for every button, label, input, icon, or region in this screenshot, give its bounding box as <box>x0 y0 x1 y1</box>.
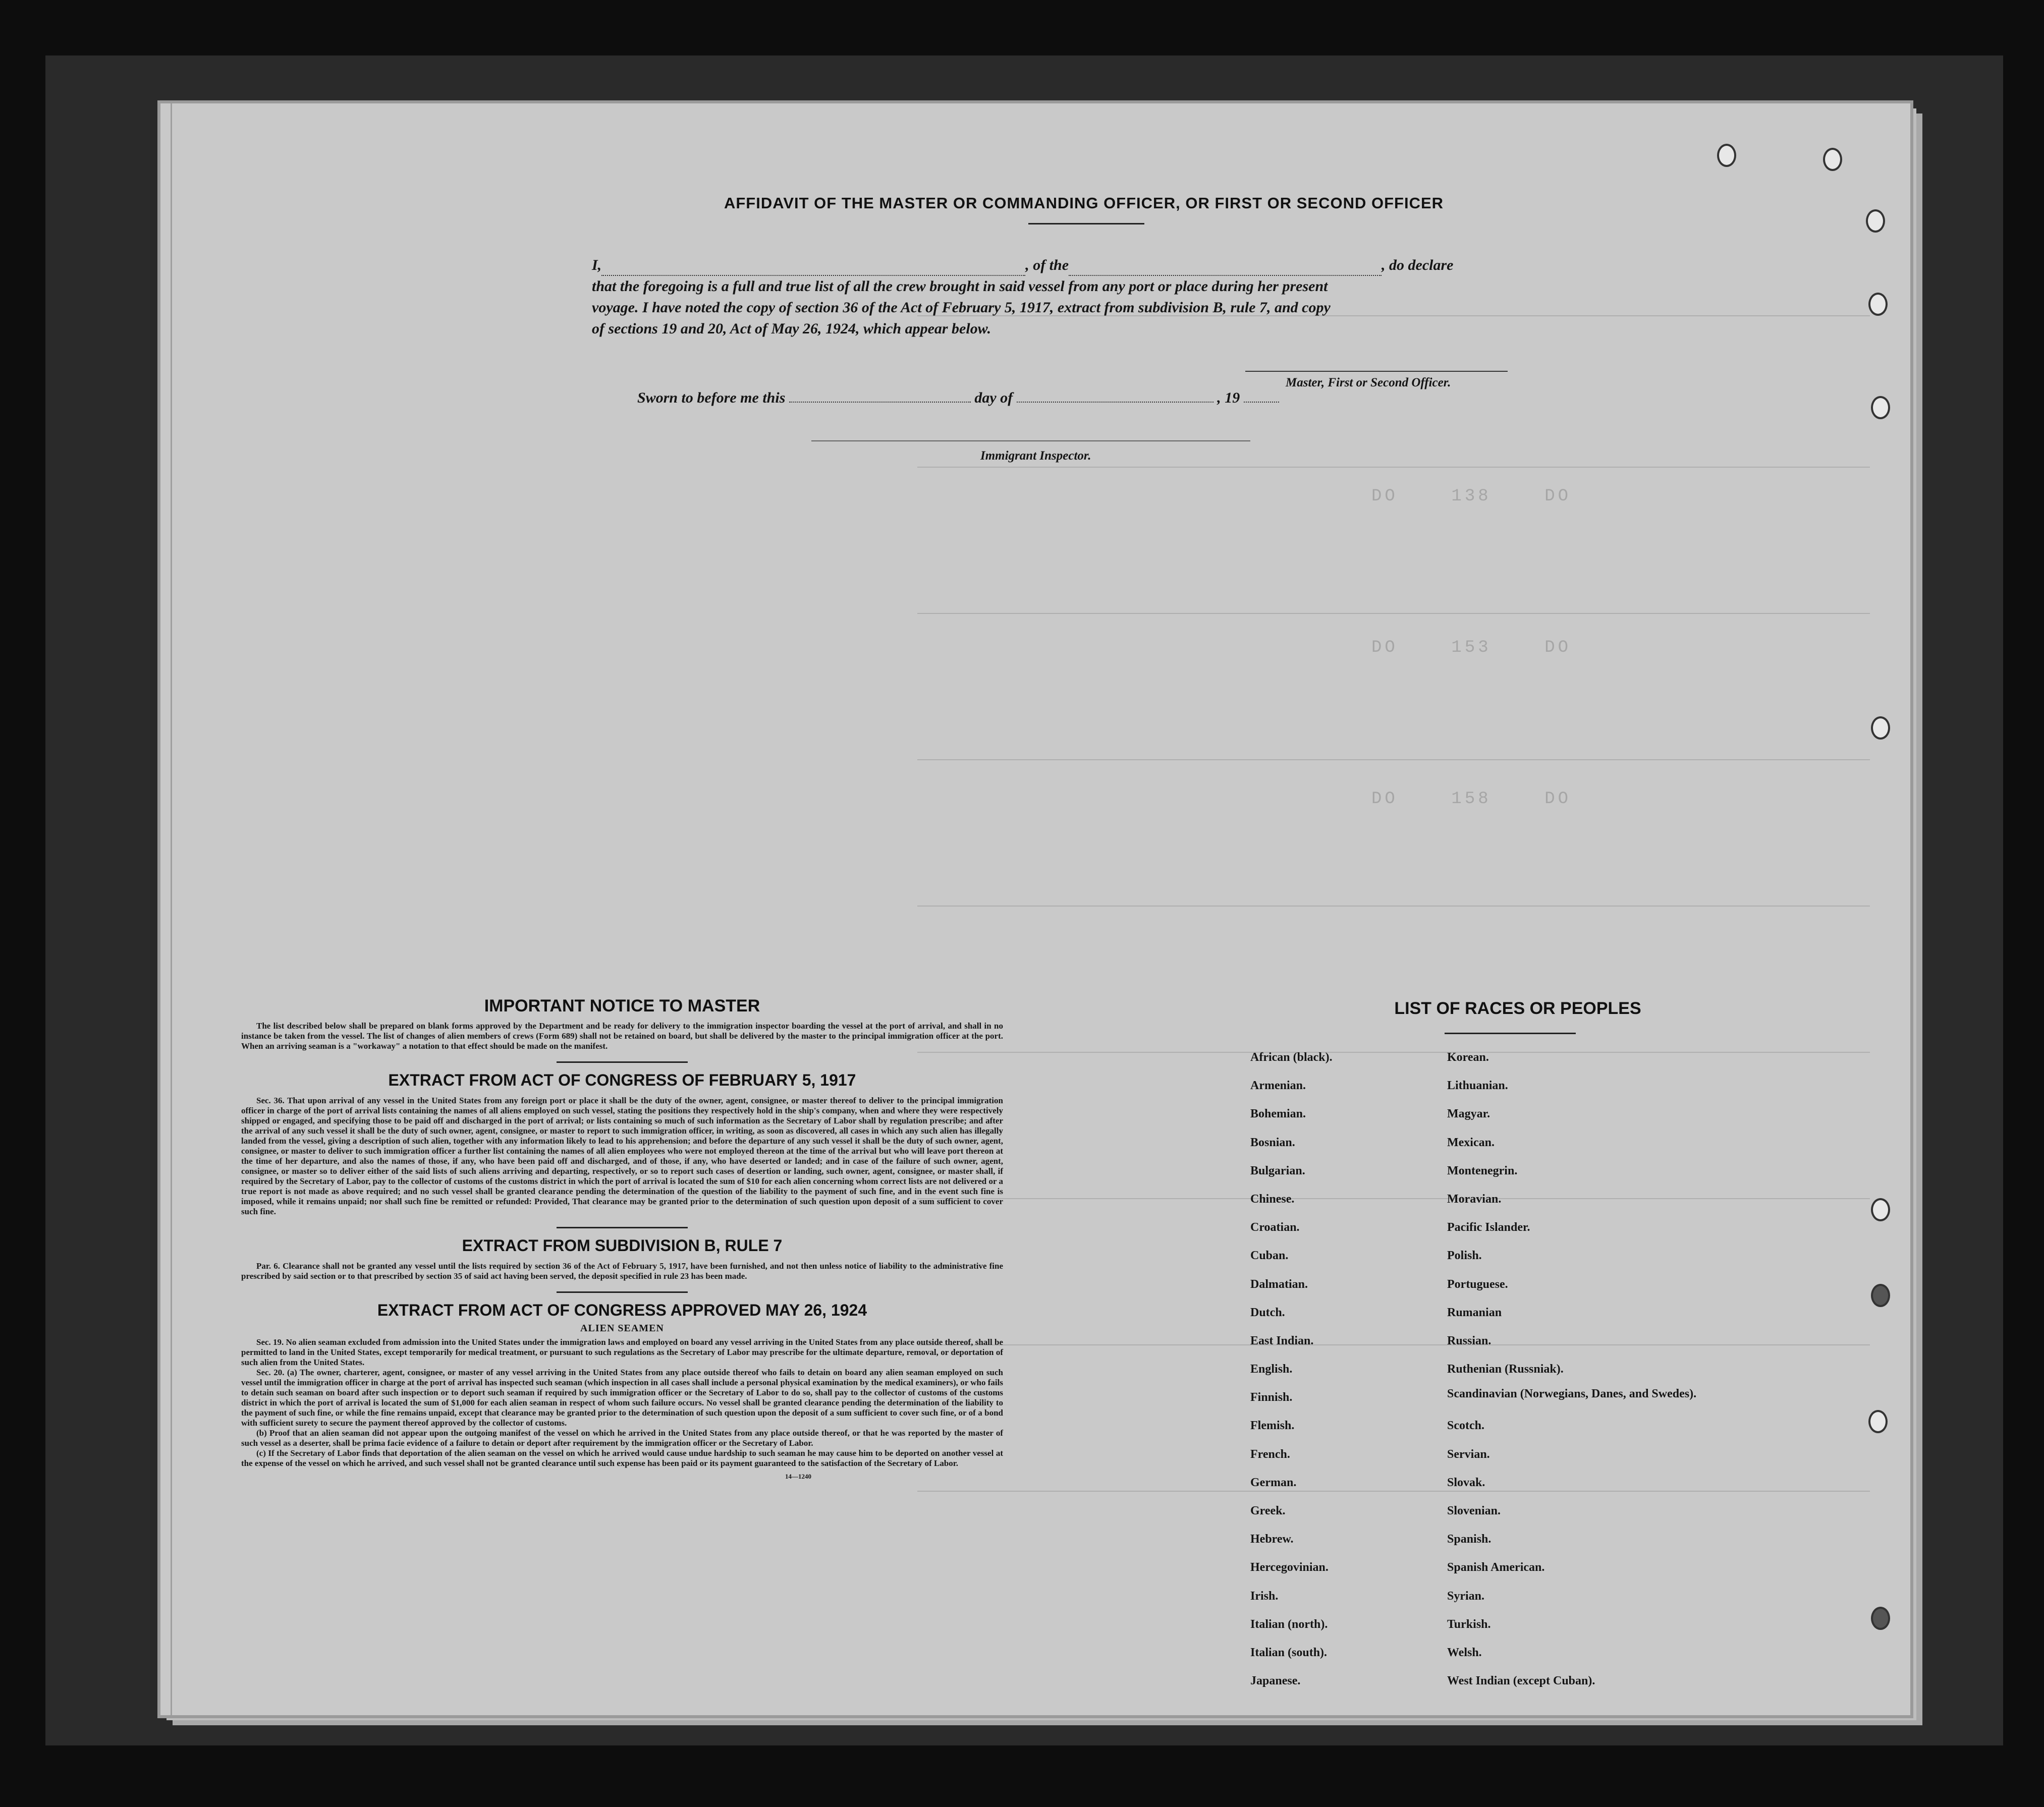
race-item-left: Bohemian. <box>1250 1107 1306 1121</box>
race-item-right: Portuguese. <box>1447 1277 1508 1291</box>
race-item-left: Italian (north). <box>1250 1617 1328 1631</box>
declaration-text <box>592 255 1556 340</box>
important-notice <box>241 996 1003 1481</box>
race-item-left: Italian (south). <box>1250 1646 1328 1659</box>
race-item-right: Russian. <box>1447 1334 1491 1347</box>
race-item-left: Finnish. <box>1250 1391 1293 1404</box>
races-rule <box>1445 1033 1576 1034</box>
manifest-page: DO 138 DO DO 153 DO DO 158 DO AFFIDAVIT OF THE MASTER OR COMMANDING OFFICER, OR FIRST OR SECOND OFFICER I, , of the , do declare that the foregoing is a full and true list of all the crew brought in said vessel from any port or place during her present voyage. I have noted the copy of section 36 of the Act of February 5, 1917, extract from subdivision B, rule 7, and copy of sections 19 and 20, Act of May 26, 1924, which appear below. Master, First or Second Officer. Sworn to before me this day of , 19 Immigrant Inspector. IMPORTANT NOTICE TO MASTER The list described below shall be prepared on blank forms approved by the Department and be ready for delivery to the immigration inspector boarding the vessel at the port of arrival, and shall in no instance be taken from the vessel. The list of changes of alien members of crews (Form 689) shall not be retained on board, but shall be delivered by the master to the principal immigration officer at the port. When an arriving seaman is a "workaway" a notation to that effect should be made on the manifest. EXTRACT FROM ACT OF CONGRESS OF FEBRUARY 5, 1917 Sec. 36. That upon arrival of any vessel in the United States from any foreign port or place it shall be the duty of the owner, agent, consignee, or master thereof to deliver to the principal immigration officer in charge of the port of arrival lists containing the names of all aliens employed on such vessel, stating the positions they respectively hold in the ship's company, when and where they were respectively shipped or engaged, and specifying those to be paid off and discharged in the port of arrival; or lists containing so much of such information as the Secretary of Labor shall by regulation prescribe; and after the arrival of any such vessel it shall be the duty of such owner, agent, consignee, or master to report to such immigration officer, in writing, as soon as discovered, all cases in which any such alien has illegally landed from the vessel, giving a description of such alien, together with any information likely to lead to his apprehension; and before the departure of any such vessel it shall be the duty of such owner, agent, consignee, or master to deliver to such immigration officer a further list containing the names of all alien employees who were not employed thereon at the time of the arrival but who will leave port thereon at the time of her departure, and also the names of those, if any, who have been paid off and discharged, and of those, if any, who have deserted or landed; and in case of the failure of such owner, agent, consignee, or master so to deliver either of the said lists of such aliens arriving and departing, respectively, or so to report such cases of desertion or landing, such owner, agent, consignee, or master shall, if required by the Secretary of Labor, pay to the collector of customs of the customs district in which the port of arrival is located the sum of $10 for each alien concerning whom correct lists are not delivered or a true report is not made as above required; and no such vessel shall be granted clearance pending the determination of the question of the liability to the payment of such fine, and in the event such fine is imposed, while it remains unpaid; nor shall such fine be remitted or refunded: Provided, That clearance may be granted prior to the determination of such question upon deposit of a sum sufficient to cover such fine. EXTRACT FROM SUBDIVISION B, RULE 7 Par. 6. Clearance shall not be granted any vessel until the lists required by section 36 of the Act of February 5, 1917, have been furnished, and not then unless notice of liability to the administrative fine prescribed by said section or to that prescribed by section 35 of said act having been served, the deposit specified in rule 23 has been made. EXTRACT FROM ACT OF CONGRESS APPROVED MAY 26, 1924 ALIEN SEAMEN Sec. 19. No alien seaman excluded from admission into the United States under the immigration laws and employed on board any vessel arriving in the United States from any place outside thereof, shall be permitted to land in the United States, except temporarily for medical treatment, or pursuant to such regulations as the Secretary of Labor may prescribe for the ultimate departure, removal, or deportation of such alien from the United States. Sec. 20. (a) The owner, charterer, agent, consignee, or master of any vessel arriving in the United States from any place outside thereof who fails to detain on board any alien seaman employed on such vessel until the immigration officer in charge at the port of arrival has inspected such seaman (which inspection in all cases shall include a personal physical examination by the medical examiners), or who fails to detain such seaman on board after such inspection or to deport such seaman if required by such immigration officer or the Secretary of Labor to do so, shall pay to the collector of customs of the customs district in which the port of arrival is located the sum of $1,000 for each alien seaman in respect of whom such failure occurs. No vessel shall be granted clearance pending the determination of the liability to the payment of such fine, or while the fine remains unpaid, except that clearance may be granted prior to the determination of such question upon the deposit of a sum sufficient to cover such fine, or of a bond with sufficient surety to secure the payment thereof approved by the collector of customs. (b) Proof that an alien seaman did not appear upon the outgoing manifest of the vessel on which he arrived in the United States from any place outside thereof, or that he was reported by the master of such vessel as a deserter, shall be prima facie evidence of a failure to detain or deport after requirement by the immigration officer or the Secretary of Labor. (c) If the Secretary of Labor finds that deportation of the alien seaman on the vessel on which he arrived would cause undue hardship to such seaman he may cause him to be deported on another vessel at the expense of the vessel on which he arrived, and such vessel shall not be granted clearance until such expense has been paid or its payment guaranteed to the satisfaction of the Secretary of Labor. 14—1240 LIST OF RACES OR PEOPLES African (black). Korean. Armenian. Lithuanian. Bohemian. Magyar. Bosnian. Mexican. Bulgarian. Montenegrin. Chinese. Moravian. Croatian. Pacific Islander. Cuban. Polish. Dalmatian. Portuguese. Dutch. Rumanian East Indian. Russian. English. Ruthenian (Russniak). Finnish. Scandinavian (Norwegians, Danes, and Swedes). Flemish. Scotch. French. Servian. German. Slovak. Greek. Slovenian. Hebrew. Spanish. Hercegovinian. Spanish American. Irish. Syrian. Italian (north). Turkish. Italian (south). Welsh. Japanese. West Indian (except Cuban). <box>160 103 1910 1715</box>
vessel-name-field[interactable] <box>1069 255 1382 276</box>
race-item-left: Greek. <box>1250 1504 1286 1517</box>
sec-20c-text: (c) If the Secretary of Labor finds that deportation of the alien seaman on the vessel on which he arrived would cause undue hardship to such seaman he may cause him to be deported on another vessel at the expense of the vessel on which he arrived, and such vessel shall not be granted clearance until such expense has been paid or its payment guaranteed to the satisfaction of the Secretary of Labor. <box>241 1448 1003 1468</box>
declaration-do-declare: , do declare <box>1382 257 1454 273</box>
race-item-right: Slovak. <box>1447 1476 1485 1489</box>
inspector-signature-field[interactable] <box>811 440 1250 441</box>
extract-rule7-body: Par. 6. Clearance shall not be granted any vessel until the lists required by section 36 of the Act of February 5, 1917, have been furnished, and not then unless notice of liability to the administrative fine prescribed by said section or to that prescribed by section 35 of said act having been served, the deposit specified in rule 23 has been made. <box>241 1261 1003 1281</box>
race-item-left: Armenian. <box>1250 1079 1306 1093</box>
race-item-left: Flemish. <box>1250 1419 1295 1433</box>
declaration-line-4: of sections 19 and 20, Act of May 26, 1924, which appear below. <box>592 320 991 337</box>
race-item-left: Dalmatian. <box>1250 1277 1308 1291</box>
race-item-left: Bosnian. <box>1250 1136 1295 1149</box>
alien-seamen-heading: ALIEN SEAMEN <box>580 1323 664 1334</box>
sworn-label: Sworn to before me this <box>637 389 786 406</box>
form-number: 14—1240 <box>785 1473 811 1480</box>
sec-20b-text: (b) Proof that an alien seaman did not appear upon the outgoing manifest of the vessel on which he arrived in the United States from any place outside thereof, or that he was reported by the master of such vessel as a deserter, shall be prima facie evidence of a failure to detain or deport after requirement by the immigration officer or the Secretary of Labor. <box>241 1428 1003 1448</box>
declaration-line-2: that the foregoing is a full and true list of all the crew brought in said vessel from any port or place during her present <box>592 278 1328 295</box>
race-item-right: Spanish. <box>1447 1533 1491 1546</box>
extract-rule7-title: EXTRACT FROM SUBDIVISION B, RULE 7 <box>462 1236 783 1255</box>
race-item-right: Slovenian. <box>1447 1504 1501 1517</box>
declaration-line-3: voyage. I have noted the copy of section 36 of the Act of February 5, 1917, extract from subdivision B, rule 7, and copy <box>592 299 1331 316</box>
race-item-right: Turkish. <box>1447 1617 1491 1631</box>
extract-1917-body: Sec. 36. That upon arrival of any vessel in the United States from any foreign port or place it shall be the duty of the owner, agent, consignee, or master thereof to deliver to the principal immigration officer in charge of the port of arrival lists containing the names of all aliens employed on such vessel, stating the positions they respectively hold in the ship's company, when and where they were respectively shipped or engaged, and specifying those to be paid off and discharged in the port of arrival; or lists containing so much of such information as the Secretary of Labor shall by regulation prescribe; and after the arrival of any such vessel it shall be the duty of such owner, agent, consignee, or master to report to such immigration officer, in writing, as soon as discovered, all cases in which any such alien has illegally landed from the vessel, giving a description of such alien, together with any information likely to lead to his apprehension; and before the departure of any such vessel it shall be the duty of such owner, agent, consignee, or master to deliver to such immigration officer a further list containing the names of all alien employees who were not employed thereon at the time of the arrival but who will leave port thereon at the time of her departure, and also the names of those, if any, who have been paid off and discharged, and of those, if any, who have deserted or landed; and in case of the failure of such owner, agent, consignee, or master so to deliver either of the said lists of such aliens arriving and departing, respectively, or so to report such cases of desertion or landing, such owner, agent, consignee, or master shall, if required by the Secretary of Labor, pay to the collector of customs of the customs district in which the port of arrival is located the sum of $10 for each alien concerning whom correct lists are not delivered or a true report is not made as above required; and no such vessel shall be granted clearance pending the determination of the question of the liability to the payment of such fine, and in the event such fine is imposed, while it remains unpaid; nor shall such fine be remitted or refunded: Provided, That clearance may be granted prior to the determination of such question upon deposit of a sum sufficient to cover such fine. <box>241 1096 1003 1216</box>
race-item-right: Montenegrin. <box>1447 1164 1518 1177</box>
title-rule <box>1028 223 1144 224</box>
race-item-right: Magyar. <box>1447 1107 1490 1121</box>
sworn-year-label: , 19 <box>1217 389 1240 406</box>
race-item-right: Spanish American. <box>1447 1561 1545 1574</box>
signature-label: Master, First or Second Officer. <box>1286 376 1451 389</box>
race-item-left: German. <box>1250 1476 1297 1489</box>
inspector-label: Immigrant Inspector. <box>980 449 1091 463</box>
extract-1917-title: EXTRACT FROM ACT OF CONGRESS OF FEBRUARY 5, 1917 <box>388 1071 856 1089</box>
race-item-left: English. <box>1250 1363 1293 1376</box>
extract-1924-title: EXTRACT FROM ACT OF CONGRESS APPROVED MAY 26, 1924 <box>377 1301 867 1319</box>
race-item-right: Syrian. <box>1447 1589 1485 1603</box>
race-item-right: Lithuanian. <box>1447 1079 1508 1093</box>
race-item-left: Chinese. <box>1250 1192 1295 1206</box>
race-item-left: African (black). <box>1250 1051 1333 1064</box>
race-item-right: Polish. <box>1447 1249 1482 1263</box>
race-item-left: French. <box>1250 1447 1290 1461</box>
declaration-i: I, <box>592 257 602 273</box>
sworn-year-field[interactable] <box>1244 388 1279 403</box>
race-item-right: Scandinavian (Norwegians, Danes, and Swedes). <box>1447 1387 1697 1401</box>
master-signature-field[interactable] <box>1245 371 1508 372</box>
race-item-right: Scotch. <box>1447 1419 1484 1433</box>
race-item-left: Hercegovinian. <box>1250 1561 1329 1574</box>
margin-rule <box>171 103 172 1715</box>
race-item-left: Bulgarian. <box>1250 1164 1305 1177</box>
sworn-day-field[interactable] <box>789 388 971 403</box>
race-item-left: Japanese. <box>1250 1674 1301 1688</box>
race-item-left: East Indian. <box>1250 1334 1314 1347</box>
race-item-left: Croatian. <box>1250 1221 1300 1234</box>
sworn-day-of: day of <box>974 389 1013 406</box>
race-item-right: Moravian. <box>1447 1192 1502 1206</box>
notice-body: The list described below shall be prepared on blank forms approved by the Department and be ready for delivery to the immigration inspector boarding the vessel at the port of arrival, and shall in no instance be taken from the vessel. The list of changes of alien members of crews (Form 689) shall not be retained on board, but shall be delivered by the master to the principal immigration officer at the port. When an arriving seaman is a "workaway" a notation to that effect should be made on the manifest. <box>241 1021 1003 1051</box>
races-list <box>1250 1044 1780 1696</box>
sworn-statement <box>637 388 1279 407</box>
race-item-right: Mexican. <box>1447 1136 1495 1149</box>
sworn-month-field[interactable] <box>1017 388 1213 403</box>
sec-20a-text: Sec. 20. (a) The owner, charterer, agent, consignee, or master of any vessel arriving in the United States from any place outside thereof who fails to detain on board any alien seaman employed on such vessel until the immigration officer in charge at the port of arrival has inspected such seaman (which inspection in all cases shall include a personal physical examination by the medical examiners), or who fails to detain such seaman on board after such inspection or to deport such seaman if required by such immigration officer or the Secretary of Labor to do so, shall pay to the collector of customs of the customs district in which the port of arrival is located the sum of $1,000 for each alien seaman in respect of whom such failure occurs. No vessel shall be granted clearance pending the determination of the liability to the payment of such fine, or while the fine remains unpaid, except that clearance may be granted prior to the determination of such question upon the deposit of a sum sufficient to cover such fine, or of a bond with sufficient surety to secure the payment thereof approved by the collector of customs. <box>241 1368 1003 1428</box>
race-item-right: Pacific Islander. <box>1447 1221 1530 1234</box>
declaration-of-the: , of the <box>1025 257 1069 273</box>
race-item-right: Rumanian <box>1447 1306 1502 1319</box>
race-item-left: Dutch. <box>1250 1306 1285 1319</box>
affidavit-title: AFFIDAVIT OF THE MASTER OR COMMANDING OFFICER, OR FIRST OR SECOND OFFICER <box>724 194 1444 212</box>
race-item-right: Korean. <box>1447 1051 1489 1064</box>
race-item-right: Ruthenian (Russniak). <box>1447 1363 1564 1376</box>
race-item-left: Hebrew. <box>1250 1533 1294 1546</box>
master-name-field[interactable] <box>601 255 1025 276</box>
race-item-right: West Indian (except Cuban). <box>1447 1674 1595 1688</box>
race-item-left: Irish. <box>1250 1589 1279 1603</box>
races-title: LIST OF RACES OR PEOPLES <box>1394 999 1641 1018</box>
sec-19-text: Sec. 19. No alien seaman excluded from admission into the United States under the immigration laws and employed on board any vessel arriving in the United States from any place outside thereof, shall be permitted to land in the United States, except temporarily for medical treatment, or pursuant to such regulations as the Secretary of Labor may prescribe for the ultimate departure, removal, or deportation of such alien from the United States. <box>241 1337 1003 1367</box>
race-item-left: Cuban. <box>1250 1249 1289 1263</box>
race-item-right: Welsh. <box>1447 1646 1482 1659</box>
notice-title: IMPORTANT NOTICE TO MASTER <box>484 996 760 1015</box>
race-item-right: Servian. <box>1447 1447 1490 1461</box>
